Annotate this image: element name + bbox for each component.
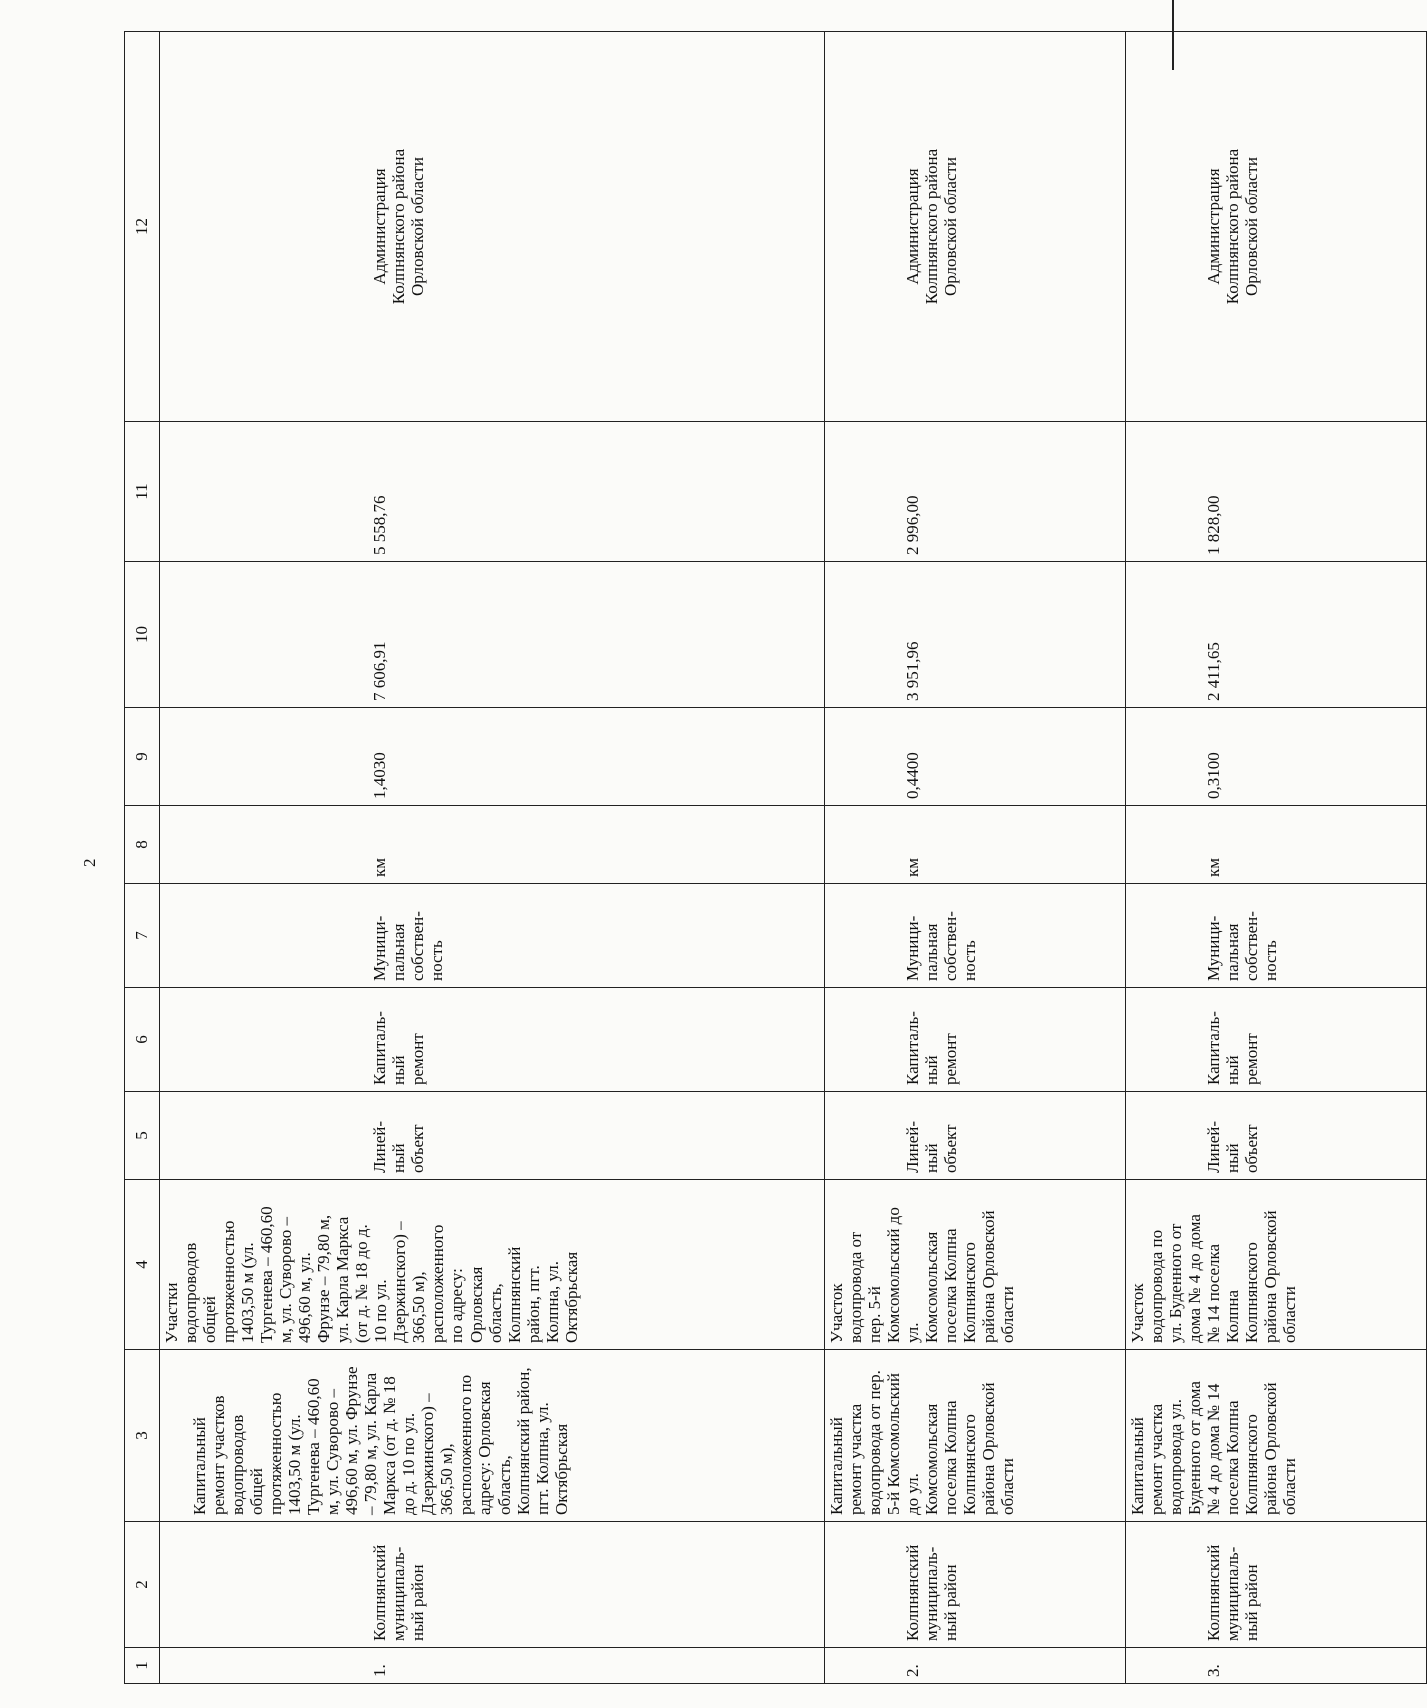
column-header: 8 bbox=[125, 806, 160, 884]
column-header: 6 bbox=[125, 988, 160, 1092]
object-cell: Участок водопровода от пер. 5-й Комсомольский до ул. Комсомольская поселка Колпна Колпнянского района Орловской области bbox=[825, 1180, 1126, 1350]
column-10-cell: 2 411,65 bbox=[1126, 562, 1427, 708]
work-kind-cell: Капиталь- ный ремонт bbox=[825, 988, 1126, 1092]
column-header: 9 bbox=[125, 708, 160, 806]
work-kind-cell: Капиталь- ный ремонт bbox=[1126, 988, 1427, 1092]
column-11-cell: 1 828,00 bbox=[1126, 422, 1427, 562]
data-table bbox=[124, 31, 1427, 1684]
row-number: 3. bbox=[1126, 1648, 1427, 1684]
ownership-cell: Муници- пальная собствен- ность bbox=[160, 884, 825, 988]
column-header: 5 bbox=[125, 1092, 160, 1180]
column-header: 7 bbox=[125, 884, 160, 988]
object-type-cell: Линей- ный объект bbox=[160, 1092, 825, 1180]
object-type-cell: Линей- ный объект bbox=[1126, 1092, 1427, 1180]
column-header: 11 bbox=[125, 422, 160, 562]
ownership-cell: Муници- пальная собствен- ность bbox=[1126, 884, 1427, 988]
work-name-cell: Капитальный ремонт участка водопровода ул. Буденного от дома № 4 до дома № 14 поселка Колпна Колпнянского района Орловской области bbox=[1126, 1350, 1427, 1522]
page-number: 2 bbox=[80, 858, 99, 867]
work-kind-cell: Капиталь- ный ремонт bbox=[160, 988, 825, 1092]
district-cell: Колпнянский муниципаль- ный район bbox=[1126, 1522, 1427, 1648]
quantity-cell: 1,4030 bbox=[160, 708, 825, 806]
ownership-cell: Муници- пальная собствен- ность bbox=[825, 884, 1126, 988]
table-row bbox=[160, 32, 825, 1684]
district-cell: Колпнянский муниципаль- ный район bbox=[160, 1522, 825, 1648]
object-cell: Участок водопровода по ул. Буденного от дома № 4 до дома № 14 поселка Колпна Колпнянского района Орловской области bbox=[1126, 1180, 1427, 1350]
table-row bbox=[1126, 32, 1427, 1684]
column-11-cell: 5 558,76 bbox=[160, 422, 825, 562]
unit-cell: км bbox=[825, 806, 1126, 884]
column-10-cell: 7 606,91 bbox=[160, 562, 825, 708]
row-number: 1. bbox=[160, 1648, 825, 1684]
unit-cell: км bbox=[1126, 806, 1427, 884]
column-header: 4 bbox=[125, 1180, 160, 1350]
column-header: 1 bbox=[125, 1648, 160, 1684]
column-header: 12 bbox=[125, 32, 160, 422]
unit-cell: км bbox=[160, 806, 825, 884]
column-header: 3 bbox=[125, 1350, 160, 1522]
work-name-cell: Капитальный ремонт участка водопровода от пер. 5-й Комсомольский до ул. Комсомольская поселка Колпна Колпнянского района Орловской области bbox=[825, 1350, 1126, 1522]
customer-cell: Администрация Колпнянского района Орловской области bbox=[1126, 32, 1427, 422]
customer-cell: Администрация Колпнянского района Орловской области bbox=[825, 32, 1126, 422]
table-header-row bbox=[125, 32, 160, 1684]
row-number: 2. bbox=[825, 1648, 1126, 1684]
column-header: 2 bbox=[125, 1522, 160, 1648]
column-11-cell: 2 996,00 bbox=[825, 422, 1126, 562]
object-type-cell: Линей- ный объект bbox=[825, 1092, 1126, 1180]
quantity-cell: 0,3100 bbox=[1126, 708, 1427, 806]
column-header: 10 bbox=[125, 562, 160, 708]
work-name-cell: Капитальный ремонт участков водопроводов общей протяженностью 1403,50 м (ул. Тургенева – 460,60 м, ул. Суворово – 496,60 м, ул. Фрунзе – 79,80 м, ул. Карла Маркса (от д. № 18 до д. 10 по ул. Дзержинского) – 366,50 м), расположенного по адресу: Орловская область, Колпнянский район, пгт. Колпна, ул. Октябрьская bbox=[160, 1350, 825, 1522]
quantity-cell: 0,4400 bbox=[825, 708, 1126, 806]
table-row bbox=[825, 32, 1126, 1684]
object-cell: Участки водопроводов общей протяженностью 1403,50 м (ул. Тургенева – 460,60 м, ул. Суворово – 496,60 м, ул. Фрунзе – 79,80 м, ул. Карла Маркса (от д. № 18 до д. 10 по ул. Дзержинского) – 366,50 м), расположенного по адресу: Орловская область, Колпнянский район, пгт. Колпна, ул. Октябрьская bbox=[160, 1180, 825, 1350]
district-cell: Колпнянский муниципаль- ный район bbox=[825, 1522, 1126, 1648]
column-10-cell: 3 951,96 bbox=[825, 562, 1126, 708]
customer-cell: Администрация Колпнянского района Орловской области bbox=[160, 32, 825, 422]
